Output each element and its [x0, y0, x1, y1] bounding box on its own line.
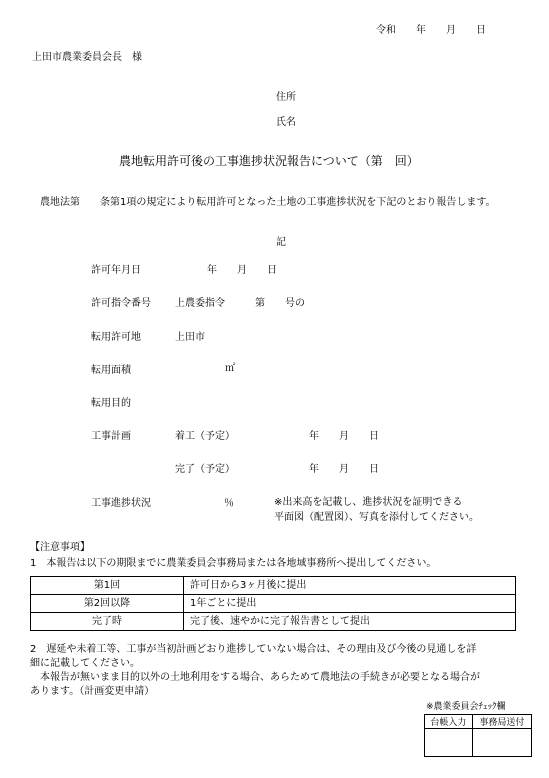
- permit-no-value: 上農委指令 第 号の: [175, 298, 305, 309]
- permit-date-label: 許可年月日: [91, 265, 141, 276]
- end-date: 年 月 日: [309, 464, 379, 475]
- name-label: 氏名: [276, 117, 296, 128]
- note-2-line-1: 2 遅延や未着工等、工事が当初計画どおり進捗していない場合は、その理由及び今後の見通しを詳: [30, 644, 477, 655]
- addressee: 上田市農業委員会長 様: [32, 52, 142, 63]
- permit-no-label: 許可指令番号: [91, 298, 151, 309]
- purpose-label: 転用目的: [91, 398, 131, 409]
- check-box-title: ※農業委員会ﾁｪｯｸ欄: [426, 702, 506, 712]
- start-date: 年 月 日: [309, 431, 379, 442]
- check-col-office: 事務局送付: [472, 715, 531, 729]
- table-row: [425, 729, 532, 757]
- check-cell-office[interactable]: [472, 729, 531, 757]
- intro-text: 農地法第 条第1項の規定により転用許可となった土地の工事進捗状況を下記のとおり報告します。: [40, 197, 496, 208]
- end-label: 完了（予定）: [175, 464, 235, 475]
- plan-label: 工事計画: [91, 431, 131, 442]
- note-2-line-2: 細に記載してください。: [30, 658, 140, 669]
- location-value: 上田市: [175, 332, 205, 343]
- address-label: 住所: [276, 92, 296, 103]
- schedule-what: 許可日から3ヶ月後に提出: [184, 577, 516, 595]
- schedule-when: 第2回以降: [31, 595, 184, 613]
- start-label: 着工（予定）: [175, 431, 235, 442]
- schedule-what: 完了後、速やかに完了報告書として提出: [184, 613, 516, 631]
- progress-unit: ％: [224, 498, 234, 509]
- area-unit: ㎡: [225, 363, 235, 374]
- location-label: 転用許可地: [91, 332, 141, 343]
- progress-label: 工事進捗状況: [91, 498, 151, 509]
- area-label: 転用面積: [91, 365, 131, 376]
- schedule-table: [30, 576, 516, 631]
- table-row: [31, 577, 516, 595]
- table-row: [425, 715, 532, 729]
- table-row: [31, 595, 516, 613]
- note-3-line-2: あります。（計画変更申請）: [30, 686, 155, 697]
- progress-note-2: 平面図（配置図）、写真を添付してください。: [274, 512, 479, 523]
- permit-date-value: 年 月 日: [207, 265, 277, 276]
- notes-header: 【注意事項】: [30, 542, 90, 553]
- note-3-line-1: 本報告が無いまま目的以外の土地利用をする場合、あらためて農地法の手続きが必要となる場合が: [30, 672, 480, 683]
- date-line: 令和 年 月 日: [376, 25, 486, 36]
- progress-note-1: ※出来高を記載し、進捗状況を証明できる: [274, 497, 463, 508]
- document-title: 農地転用許可後の工事進捗状況報告について（第 回）: [119, 154, 419, 168]
- schedule-when: 完了時: [31, 613, 184, 631]
- ki-heading: 記: [276, 237, 286, 248]
- table-row: [31, 613, 516, 631]
- note-1: 1 本報告は以下の期限までに農業委員会事務局または各地域事務所へ提出してください。: [30, 558, 437, 569]
- check-col-ledger: 台帳入力: [425, 715, 473, 729]
- schedule-what: 1年ごとに提出: [184, 595, 516, 613]
- check-cell-ledger[interactable]: [425, 729, 473, 757]
- check-box-table: [424, 714, 532, 757]
- schedule-when: 第1回: [31, 577, 184, 595]
